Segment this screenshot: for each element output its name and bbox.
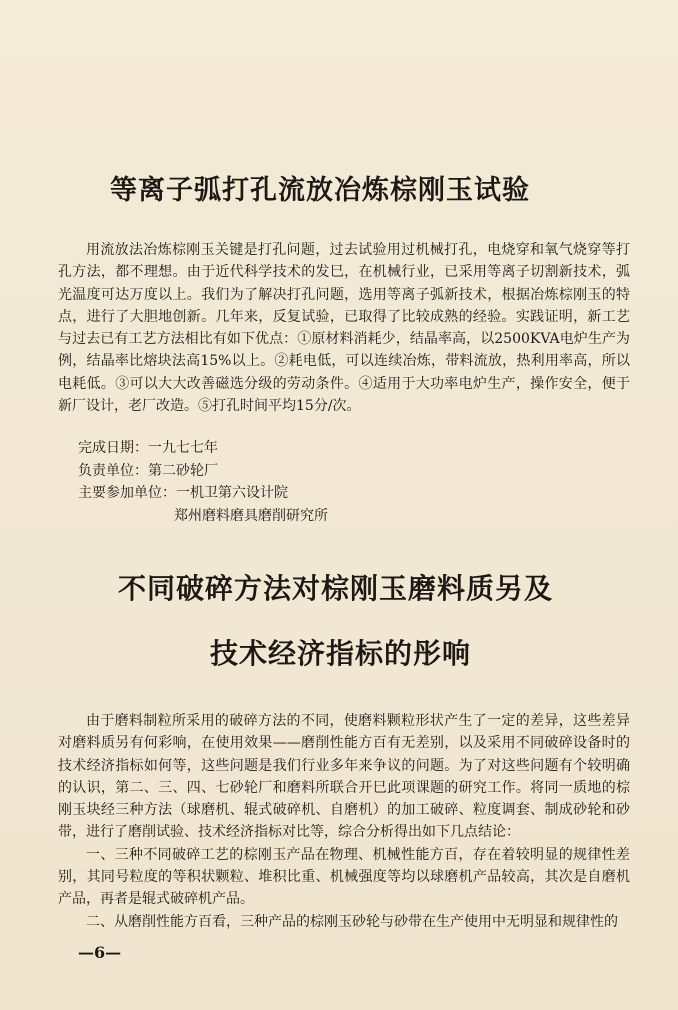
responsible-unit: 负责单位：第二砂轮厂 <box>78 462 218 479</box>
article2-paragraph-1: 由于磨料制粒所采用的破碎方法的不同，使磨料颗粒形状产生了一定的差异，这些差异对磨料质另有何彩响，在使用效果——磨削性能方百有无差别，以及采用不同破碎设备时的技术经济指标如何等，这些问题是我们行业多年来争议的问题。为了对这些问题有个较明确的认识，第二、三、四、七砂轮厂和磨料所联合开巳此项课题的研究工作。将同一质地的棕刚玉块经三种方法（球磨机、辊式破碎机、自磨机）的加工破碎、粒度调套、制成砂轮和砂带，进行了磨削试验、技术经济指标对比等，综合分析得出如下几点结论： <box>58 713 630 841</box>
participants-label: 主要参加单位：一机卫第六设计院 <box>78 485 288 501</box>
article1-title: 等离子弧打孔流放冶炼棕刚玉试验 <box>110 175 530 206</box>
article2-title-line2: 技术经济指标的彤响 <box>210 637 472 670</box>
article1-metadata <box>78 437 328 527</box>
article2-paragraph-3: 二、从磨削性能方百看，三种产品的棕刚玉砂轮与砂带在生产使用中无明显和规律性的 <box>86 913 618 930</box>
completion-date: 完成日期：一九七七年 <box>78 440 218 456</box>
participants-second: 郑州磨料磨具磨削研究所 <box>174 507 328 524</box>
article2-body <box>58 710 630 933</box>
page-number: —6— <box>78 943 122 962</box>
article2-title-line1: 不同破碎方法对棕刚玉磨料质另及 <box>118 572 554 605</box>
article1-body <box>58 239 630 417</box>
article2-paragraph-2: 一、三种不同破碎工艺的棕刚玉产品在物理、机械性能方百，存在着较明显的规律性差别，其同号粒度的等积状颗粒、堆积比重、机械强度等均以球磨机产品较高，其次是自磨机产品，再者是辊式破碎机产品。 <box>58 846 630 908</box>
article1-paragraph: 用流放法冶炼棕刚玉关键是打孔问题，过去试验用过机械打孔，电烧穿和氧气烧穿等打孔方法，都不理想。由于近代科学技术的发巳，在机械行业，已采用等离子切割新技术，弧光温度可达万度以上。我们为了解决打孔问题，选用等离子弧新技术，根据冶炼棕刚玉的特点，进行了大胆地创新。几年来，反复试验，已取得了比较成熟的经验。实践证明，新工艺与过去已有工艺方法相比有如下优点：①原材料消耗少，结晶率高，以2500KVA电炉生产为例，结晶率比熔块法高15%以上。②耗电低，可以连续冶炼，带料流放，热利用率高，所以电耗低。③可以大大改善磁选分级的劳动条件。④适用于大功率电炉生产，操作安全，便于新厂设计，老厂改造。⑤打孔时间平均15分/次。 <box>58 242 630 415</box>
